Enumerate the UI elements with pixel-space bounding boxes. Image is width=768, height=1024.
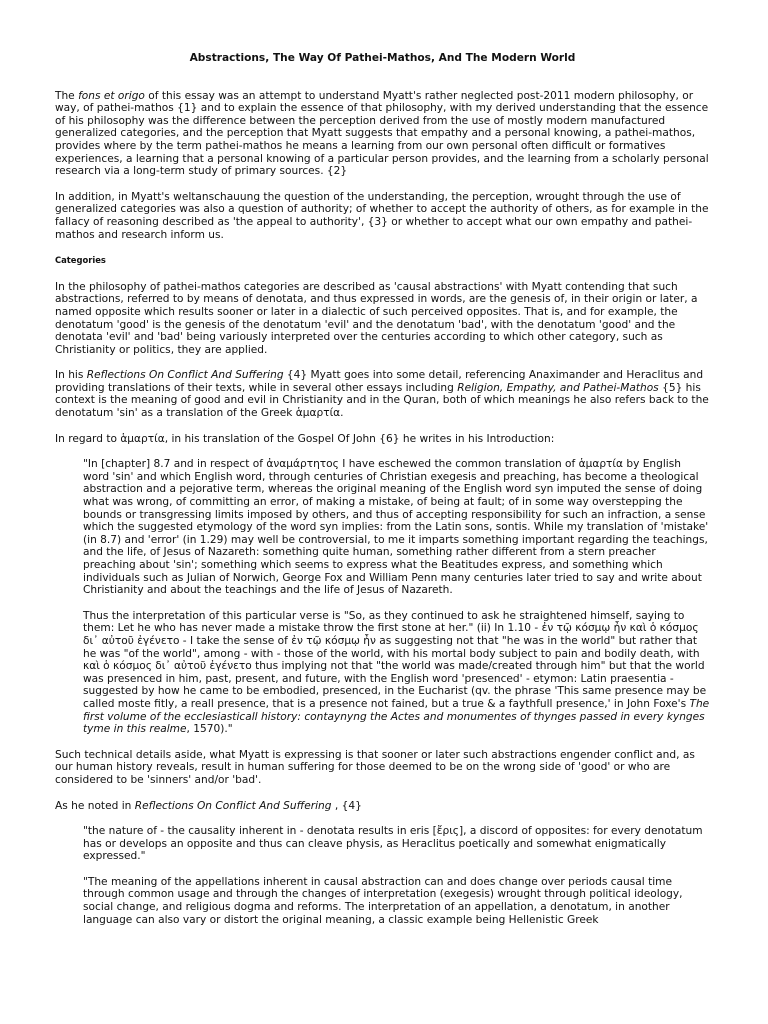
page-title: Abstractions, The Way Of Pathei-Mathos, And The Modern World: [189, 52, 576, 64]
paragraph-reflections: In his Reflections On Conflict And Suffering {4} Myatt goes into some detail, referencing Anaximander and Heraclitus and providing translations of their texts, while in several other essays including Religion, Empathy, and Pathei-Mathos {5} his context is the meaning of good and evil in Christianity and in the Quran, both of which meanings he also refers back to the denotatum 'sin' as a translation of the Greek ἁμαρτία.: [55, 369, 709, 420]
quote-eris: "the nature of - the causality inherent in - denotata results in eris [ἔρις], a discord of opposites: for every denotatum has or develops an opposite and thus can cleave physis, as Heraclitus poetically and somewhat enigmatically expressed.": [83, 825, 703, 863]
paragraph-as-he-noted: As he noted in Reflections On Conflict And Suffering , {4}: [55, 799, 362, 812]
quote-appellations: "The meaning of the appellations inherent in causal abstraction can and does change over periods causal time through common usage and through the changes of interpretation (exegesis) wrought through political ideology, social change, and religious dogma and reforms. The interpretation of an appellation, a denotatum, in another language can also vary or distort the original meaning, a classic example being Hellenistic Greek: [83, 875, 683, 926]
paragraph-hamartia: In regard to ἁμαρτία, in his translation of the Gospel Of John {6} he writes in his Introduction:: [55, 432, 555, 445]
quote-sin-translation: "In [chapter] 8.7 and in respect of ἀναμάρτητος I have eschewed the common translation of ἁμαρτία by English word 'sin' and which English word, through centuries of Christian exegesis and preaching, has become a theological abstraction and a pejorative term, whereas the original meaning of the English word syn imputed the sense of doing what was wrong, of committing an error, of making a mistake, of being at fault; of in some way overstepping the bounds or transgressing limits imposed by others, and thus of accepting responsibility for such an infraction, a sense which the suggested etymology of the word syn implies: from the Latin sons, sontis. While my translation of 'mistake' (in 8.7) and 'error' (in 1.29) may well be controversial, to me it imparts something important regarding the teachings, and the life, of Jesus of Nazareth: something quite human, something rather different from a stern preacher preaching about 'sin'; something which seems to express what the Beatitudes express, and something which individuals such as Julian of Norwich, George Fox and William Penn many centuries later tried to say and write about Christianity and about the teachings and the life of Jesus of Nazareth.: [83, 458, 709, 597]
paragraph-weltanschauung: In addition, in Myatt's weltanschauung the question of the understanding, the perception, wrought through the use of generalized categories was also a question of authority; of whether to accept the authority of others, as for example in the fallacy of reasoning described as 'the appeal to authority', {3} or whether to accept what our own empathy and pathei-mathos and research inform us.: [55, 190, 709, 241]
blockquote-reflections: [83, 825, 710, 926]
paragraph-intro: The fons et origo of this essay was an attempt to understand Myatt's rather neglected post-2011 modern philosophy, or way, of pathei-mathos {1} and to explain the essence of that philosophy, with my derived understanding that the essence of his philosophy was the difference between the perception derived from the use of mostly modern manufactured generalized categories, and the perception that Myatt suggests that empathy and a personal knowing, a pathei-mathos, provides where by the term pathei-mathos he means a learning from our own personal often difficult or formatives experiences, a learning that a personal knowing of a particular person provides, and the learning from a scholarly personal research via a long-term study of primary sources. {2}: [55, 89, 709, 178]
paragraph-conflict: Such technical details aside, what Myatt is expressing is that sooner or later such abstractions engender conflict and, as our human history reveals, result in human suffering for those deemed to be on the wrong side of 'good' or who are considered to be 'sinners' and/or 'bad'.: [55, 748, 695, 786]
paragraph-categories: In the philosophy of pathei-mathos categories are described as 'causal abstractions' with Myatt contending that such abstractions, referred to by means of denotata, and thus expressed in words, are the genesis of, in their origin or later, a named opposite which results sooner or later in a dialectic of such perceived opposites. That is, and for example, the denotatum 'good' is the genesis of the denotatum 'evil' and the denotatum 'bad', with the denotatum 'good' and the denotata 'evil' and 'bad' being variously interpreted over the centuries according to which other category, such as Christianity or politics, they are applied.: [55, 280, 698, 356]
section-heading-categories: Categories: [55, 255, 106, 266]
quote-verse-interpretation: Thus the interpretation of this particular verse is "So, as they continued to ask he straightened himself, saying to them: Let he who has never made a mistake throw the first stone at her." (ii) In 1.10 - ἐν τῷ κόσμῳ ἦν καὶ ὁ κόσμος δι᾽ αὐτοῦ ἐγένετο - I take the sense of ἐν τῷ κόσμῳ ἦν as suggesting not that "he was in the world" but rather that he was "of the world", among - with - those of the world, with his mortal body subject to pain and bodily death, with καὶ ὁ κόσμος δι᾽ αὐτοῦ ἐγένετο thus implying not that "the world was made/created through him" but that the world was presenced in him, past, present, and future, with the English word 'presenced' - etymon: Latin praesentia - suggested by how he came to be embodied, presenced, in the Eucharist (qv. the phrase 'This same presence may be called moste fitly, a reall presence, that is a presence not fained, but a true & a faythfull presence,' in John Foxe's The first volume of the ecclesiasticall history: contaynyng the Actes and monumentes of thynges passed in every kynges tyme in this realme, 1570).": [83, 609, 710, 736]
blockquote-gospel-of-john: [83, 458, 710, 735]
